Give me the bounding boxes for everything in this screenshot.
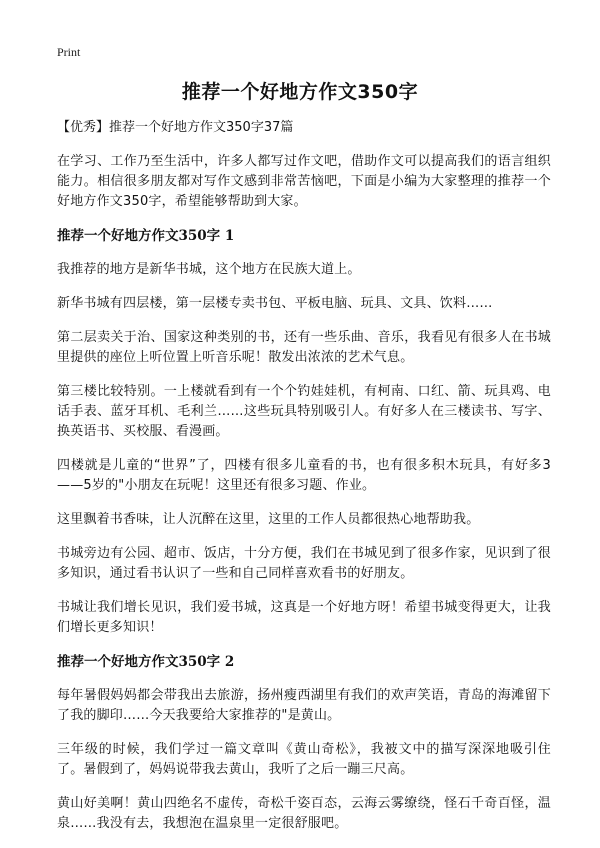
section-2-paragraph: 三年级的时候，我们学过一篇文章叫《黄山奇松》，我被文中的描写深深地吸引住了。暑假到了，妈妈说带我去黄山，我听了之后一蹦三尺高。	[57, 742, 551, 777]
section-1-paragraph: 这里飘着书香味，让人沉醉在这里，这里的工作人员都很热心地帮助我。	[57, 512, 480, 527]
section-2-paragraph: 每年暑假妈妈都会带我出去旅游，扬州瘦西湖里有我们的欢声笑语，青岛的海滩留下了我的脚印……今天我要给大家推荐的"是黄山。	[57, 688, 551, 723]
article-body	[57, 118, 551, 848]
section-1-paragraph: 书城旁边有公园、超市、饭店，十分方便，我们在书城见到了很多作家，见识到了很多知识，通过看书认识了一些和自己同样喜欢看书的好朋友。	[57, 546, 551, 581]
section-heading-1: 推荐一个好地方作文350字 1	[57, 228, 235, 244]
section-1-paragraph: 新华书城有四层楼，第一层楼专卖书包、平板电脑、玩具、文具、饮料……	[57, 296, 493, 311]
section-1-paragraph: 第二层卖关于治、国家这种类别的书，还有一些乐曲、音乐，我看见有很多人在书城里提供的座位上听位置上听音乐呢！散发出浓浓的艺术气息。	[57, 330, 551, 365]
intro-paragraph: 在学习、工作乃至生活中，许多人都写过作文吧，借助作文可以提高我们的语言组织能力。相信很多朋友都对写作文感到非常苦恼吧，下面是小编为大家整理的推荐一个好地方作文350字，希望能够帮助到大家。	[57, 154, 551, 209]
section-1-paragraph: 第三楼比较特别。一上楼就看到有一个个钓娃娃机，有柯南、口红、箭、玩具鸡、电话手表、蓝牙耳机、毛利兰……这些玩具特别吸引人。有好多人在三楼读书、写字、换英语书、买校服、看漫画。	[57, 384, 551, 439]
section-1-paragraph: 四楼就是儿童的“世界”了，四楼有很多儿童看的书，也有很多积木玩具，有好多3——5岁的"小朋友在玩呢！这里还有很多习题、作业。	[57, 458, 551, 493]
article-subtitle: 【优秀】推荐一个好地方作文350字37篇	[57, 120, 294, 135]
page-title: 推荐一个好地方作文350字	[181, 81, 419, 103]
section-heading-2: 推荐一个好地方作文350字 2	[57, 654, 235, 670]
section-2-paragraph: 黄山好美啊！黄山四绝名不虚传，奇松千姿百态，云海云雾缭绕，怪石千奇百怪，温泉……我没有去，我想泡在温泉里一定很舒服吧。	[57, 796, 551, 831]
section-1-paragraph: 书城让我们增长见识，我们爱书城，这真是一个好地方呀！希望书城变得更大，让我们增长更多知识！	[57, 600, 551, 635]
section-1-paragraph: 我推荐的地方是新华书城，这个地方在民族大道上。	[57, 262, 361, 277]
print-label[interactable]: Print	[57, 45, 81, 59]
